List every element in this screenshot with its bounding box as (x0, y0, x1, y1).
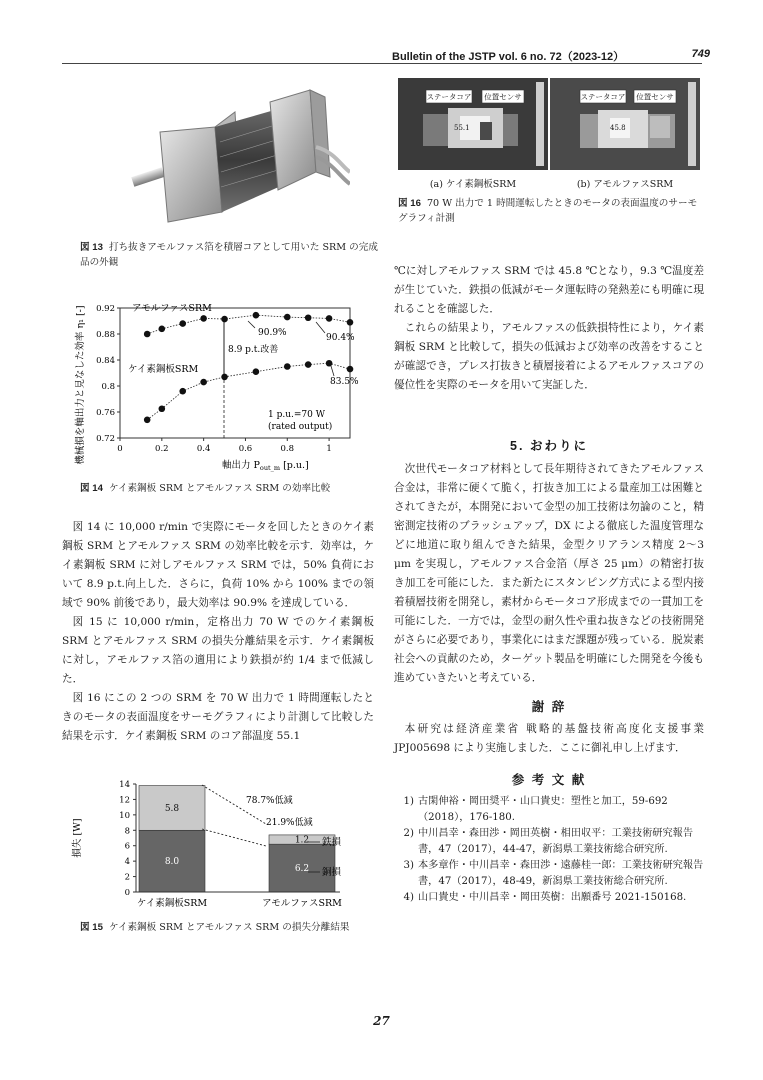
fig15-ytick-label: 2 (124, 872, 130, 883)
fig15-ytick-label: 10 (119, 810, 130, 821)
right-column-text (394, 262, 704, 395)
fig14-xtick-label: 0 (117, 444, 123, 454)
fig14-data-point (347, 319, 354, 326)
reference-text: 中川昌幸・森田渉・岡田英樹・相田収平：工業技術研究報告書，47（2017），44-47，新潟県工業技術総合研究所. (418, 828, 694, 855)
fig14-data-point (200, 379, 207, 386)
paragraph: 図 16 にこの 2 つの SRM を 70 W 出力で 1 時間運転したときのモータの表面温度をサーモグラフィにより計測して比較した結果を示す．ケイ素鋼板 SRM のコア部温度 55.1 (62, 692, 374, 742)
fig14-ytick-label: 0.92 (96, 304, 115, 314)
fig16a-label-sensor: 位置センサ (484, 92, 522, 102)
fig14-data-point (221, 374, 228, 381)
reference-number: 3) (403, 860, 414, 871)
running-header (392, 48, 710, 64)
reference-item (394, 826, 704, 858)
fig16a-sublabel: (a) ケイ素鋼板SRM (429, 179, 517, 190)
fig14-data-point (284, 314, 291, 321)
fig16a-label-stator: ステータコア (426, 92, 472, 102)
fig15-chart (70, 772, 370, 920)
fig15-annot-219: 21.9%低減 (266, 818, 313, 828)
fig14-caption-label: 図 14 (80, 483, 103, 494)
fig15-bar-value-label: 8.0 (164, 857, 180, 868)
section-5-body (394, 460, 704, 688)
fig14-xlabel-sub: out_m (259, 464, 281, 472)
fig16a-temp: 55.1 (454, 124, 470, 132)
reference-item (394, 858, 704, 890)
fig14-data-point (159, 405, 166, 412)
footer-page-number: 27 (373, 1014, 390, 1028)
fig15-caption (80, 920, 380, 935)
references-list (394, 794, 704, 906)
fig14-data-point (200, 315, 207, 322)
fig15-reduction-arrow-copper (202, 829, 266, 846)
fig14-annot-rated2: (rated output) (268, 422, 333, 432)
fig14-data-point (305, 314, 312, 321)
paragraph: ℃に対しアモルファス SRM では 45.8 ℃となり，9.3 ℃温度差が生じていた．鉄損の低減がモータ運転時の発熱差にも明確に現れることを確認した． (394, 265, 704, 315)
fig14-data-point (326, 360, 333, 367)
header-rule (62, 63, 702, 64)
fig15-bar-value-label: 6.2 (294, 864, 310, 875)
fig15-ytick-label: 4 (124, 857, 130, 868)
paragraph: これらの結果より，アモルファスの低鉄損特性により，ケイ素鋼板 SRM と比較して，損失の低減および効率の改善をすることが確認でき，プレス打抜きと積層接着によるアモルファスコアの優位性を実際のモータを用いて実証した． (394, 322, 704, 391)
fig15-annot-787: 78.7%低減 (246, 796, 293, 806)
fig15-caption-text: ケイ素鋼板 SRM とアモルファス SRM の損失分離結果 (108, 922, 350, 933)
fig16b-sublabel: (b) アモルファスSRM (576, 179, 674, 190)
fig16b-label-stator: ステータコア (580, 92, 626, 102)
paragraph: 図 15 に 10,000 r/min，定格出力 70 W でのケイ素鋼板 SRM とアモルファス SRM の損失分離結果を示す．ケイ素鋼板に対し，アモルファス箔の適用により鉄損が約 1/4 まで低減した． (62, 616, 374, 685)
fig14-annot-amorphous: アモルファスSRM (132, 303, 212, 314)
fig14-annot-silicon: ケイ素鋼板SRM (128, 364, 199, 375)
fig14-ytick-label: 0.8 (101, 382, 115, 392)
fig16b-label-sensor: 位置センサ (636, 92, 674, 102)
fig14-data-point (221, 316, 228, 323)
paragraph: 次世代モータコア材料として長年期待されてきたアモルファス合金は，非常に硬くて脆く，打抜き加工による量産加工は困難とされてきたが，本開発において金型の加工技術は勿論のこと，精密測定技術のブラッシュアップ，DX による徹底した温度管理などに地道に取り組んできた結果，金型クリアランス精度 2～3 μm を実現し，アモルファス合金箔（厚さ 25 μm）の精密打抜き加工を可能にした．また新たにスタンピング方式による型内接着積層技術を開発し，素材からモータコア形成までの一貫加工を可能にした．一方では，金型の耐久性や重ね抜きなどの技術開発がさらに必要であり，事業化にはまだ課題が残っている．脱炭素社会への貢献のため，ターゲット製品を明確にした開発を今後も進めていきたいと考えている． (394, 463, 704, 684)
acknowledgement-body (394, 720, 704, 758)
fig14-caption-text: ケイ素鋼板 SRM とアモルファス SRM の効率比較 (108, 483, 331, 494)
reference-item (394, 794, 704, 826)
paragraph: 本研究は経済産業省 戦略的基盤技術高度化支援事業 JPJ005698 により実施しました．ここに御礼申し上げます． (394, 723, 704, 754)
fig14-ytick-label: 0.84 (96, 356, 115, 366)
fig15-category-label: ケイ素鋼板SRM (136, 898, 208, 909)
reference-number: 4) (403, 892, 414, 903)
left-column-text (62, 518, 374, 746)
fig14-data-point (179, 320, 186, 327)
fig14-data-point (144, 331, 151, 338)
fig16b-temp: 45.8 (610, 124, 626, 132)
fig15-bar-value-label: 5.8 (164, 803, 180, 814)
fig14-data-point (253, 368, 260, 375)
paragraph: 図 14 に 10,000 r/min で実際にモータを回したときのケイ素鋼板 SRM とアモルファス SRM の効率比較を示す．効率は，ケイ素鋼板 SRM に対しアモルファス SRM では，50% 負荷において 8.9 p.t.向上した．さらに，負荷 10% から 100% までの領域で 90% 前後であり，最大効率は 90.9% を達成している． (62, 521, 374, 609)
fig14-annot-rated1: 1 p.u.=70 W (268, 410, 325, 420)
fig14-xtick-label: 1 (326, 444, 332, 454)
fig14-annot-909: 90.9% (258, 328, 287, 338)
reference-number: 2) (403, 828, 414, 839)
fig14-xlabel-main: 軸出力 P (222, 460, 260, 471)
fig14-data-point (253, 312, 260, 319)
fig14-annot-835: 83.5% (330, 377, 359, 387)
fig16-caption-label: 図 16 (398, 198, 421, 209)
fig13-motor-photo (120, 72, 350, 232)
fig15-ytick-label: 0 (124, 888, 130, 898)
fig14-ytick-label: 0.72 (96, 434, 115, 444)
reference-text: 古閑伸裕・岡田奨平・山口貴史：塑性と加工，59-692（2018），176-180. (418, 796, 668, 823)
fig16-caption (398, 196, 703, 226)
fig13-caption-label: 図 13 (80, 242, 103, 253)
fig14-data-point (347, 366, 354, 373)
fig14-caption (80, 481, 380, 496)
fig15-legend-copper: 銅損 (322, 867, 342, 878)
fig16-caption-text: 70 W 出力で 1 時間運転したときのモータの表面温度のサーモグラフィ計測 (398, 198, 698, 224)
reference-text: 山口貴史・中川昌幸・岡田英樹：出願番号 2021-150168. (418, 892, 687, 903)
fig14-xtick-label: 0.2 (155, 444, 169, 454)
fig14-xtick-label: 0.4 (196, 444, 211, 454)
journal-title: Bulletin of the JSTP vol. 6 no. 72（2023-12） (392, 51, 625, 63)
fig14-xtick-label: 0.6 (238, 444, 253, 454)
fig14-annot-gain: 8.9 p.t.改善 (228, 345, 279, 355)
fig13-caption (80, 240, 380, 270)
reference-number: 1) (403, 796, 414, 807)
fig14-data-point (326, 315, 333, 322)
fig14-data-point (284, 363, 291, 370)
references-title: 参 考 文 献 (511, 773, 587, 787)
fig14-data-point (179, 388, 186, 395)
fig16a-thermo-image (398, 78, 548, 170)
fig14-xlabel (222, 459, 309, 472)
fig15-ytick-label: 12 (119, 795, 130, 806)
fig15-ylabel: 損失 [W] (72, 818, 83, 858)
fig13-caption-text: 打ち抜きアモルファス箔を積層コアとして用いた SRM の完成品の外観 (80, 242, 378, 268)
fig14-data-point (144, 417, 151, 424)
fig15-ytick-label: 14 (119, 780, 130, 790)
fig16b-thermo-image (550, 78, 700, 170)
reference-text: 本多章作・中川昌幸・森田渉・遠藤桂一郎：工業技術研究報告書，47（2017），48-49，新潟県工業技術総合研究所. (418, 860, 704, 887)
fig14-ytick-label: 0.76 (96, 408, 115, 418)
acknowledgement-title: 謝 辞 (531, 700, 567, 714)
header-page-number: 749 (691, 48, 710, 60)
fig14-ytick-label: 0.88 (96, 330, 115, 340)
fig14-series-line-0 (147, 315, 350, 334)
fig14-chart (72, 290, 362, 480)
fig14-xtick-label: 0.8 (280, 444, 295, 454)
fig14-data-point (159, 326, 166, 333)
fig14-xlabel-unit: [p.u.] (280, 460, 309, 471)
fig14-data-point (305, 361, 312, 368)
fig15-ytick-label: 8 (124, 826, 130, 837)
fig14-annot-904: 90.4% (326, 333, 355, 343)
fig15-caption-label: 図 15 (80, 922, 103, 933)
fig15-bar-value-label: 1.2 (294, 835, 310, 846)
section-5-title: 5. おわりに (510, 439, 588, 453)
fig15-ytick-label: 6 (124, 841, 130, 852)
reference-item (394, 890, 704, 906)
fig14-ylabel: 機械損を軸出力と見なした効率 η₁ [-] (75, 305, 86, 465)
fig15-legend-iron: 鉄損 (322, 837, 342, 848)
fig15-category-label: アモルファスSRM (262, 898, 342, 909)
